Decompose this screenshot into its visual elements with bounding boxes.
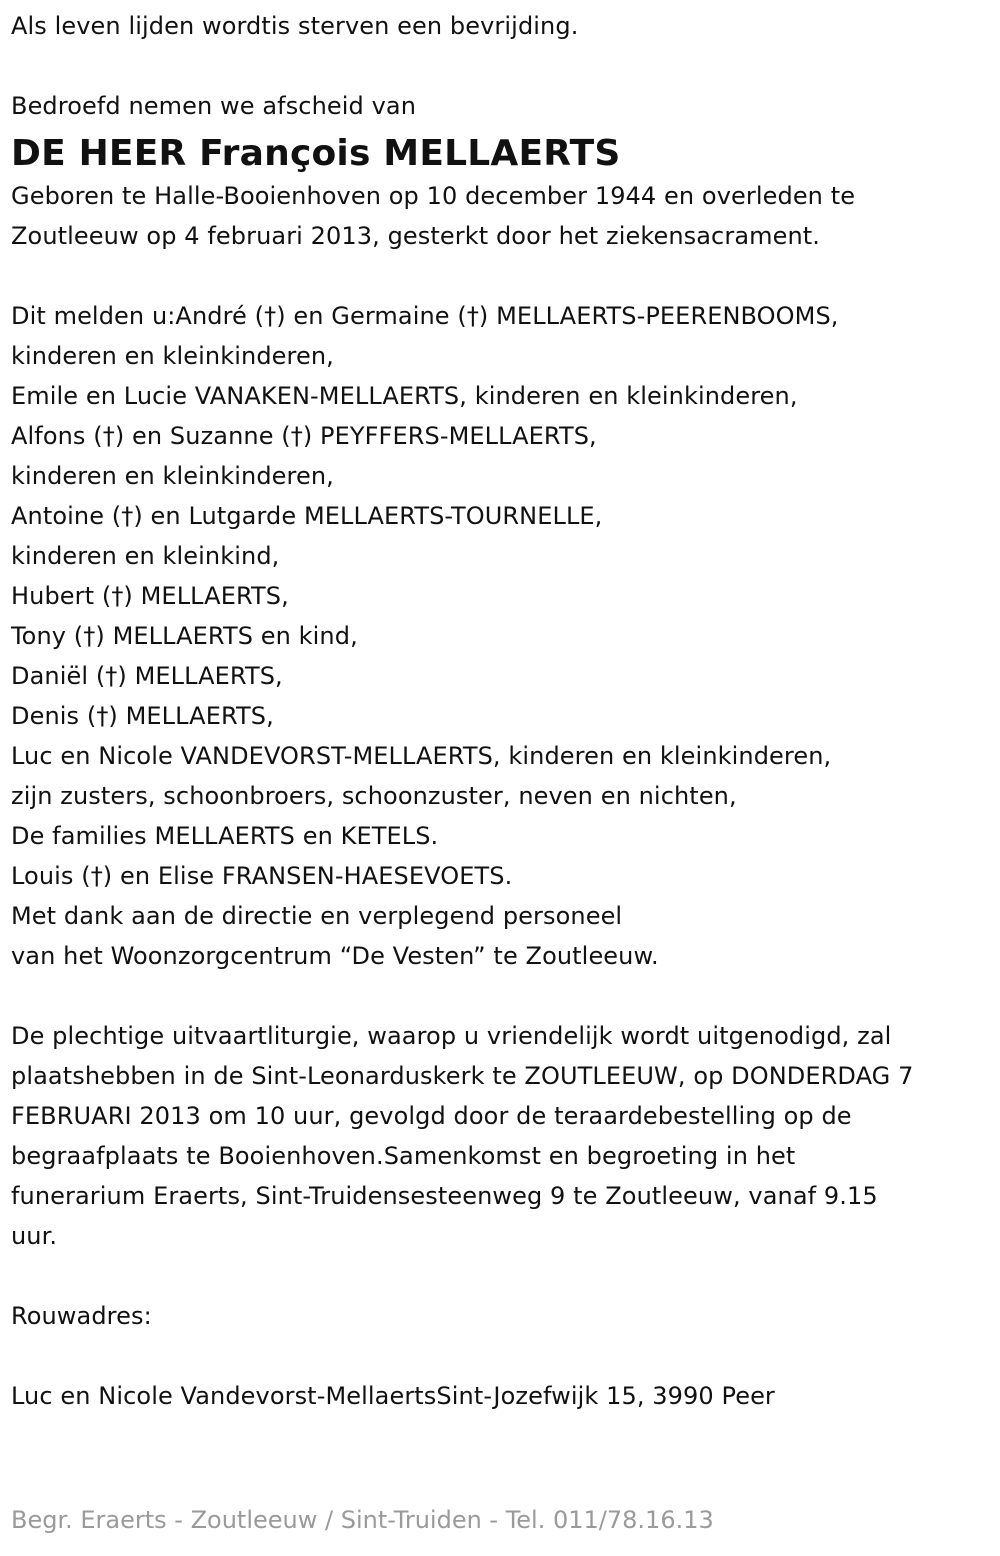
family-line: zijn zusters, schoonbroers, schoonzuster, neven en nichten, (11, 782, 737, 810)
family-line: Denis (†) MELLAERTS, (11, 702, 274, 730)
obituary-page (0, 6, 1000, 1556)
family-list (11, 296, 1000, 976)
address-label: Rouwadres: (11, 1302, 152, 1330)
ceremony-line: De plechtige uitvaartliturgie, waarop u vriendelijk wordt uitgenodigd, zal (11, 1022, 892, 1050)
ceremony-line: plaatshebben in de Sint-Leonarduskerk te ZOUTLEEUW, op DONDERDAG 7 (11, 1062, 914, 1090)
address-value: Luc en Nicole Vandevorst-MellaertsSint-Jozefwijk 15, 3990 Peer (11, 1382, 775, 1410)
birth-death-line: Zoutleeuw op 4 februari 2013, gesterkt door het ziekensacrament. (11, 222, 821, 250)
family-line: van het Woonzorgcentrum “De Vesten” te Zoutleeuw. (11, 942, 659, 970)
motto: Als leven lijden wordtis sterven een bevrijding. (11, 12, 579, 40)
spacer (11, 256, 1000, 296)
family-line: Tony (†) MELLAERTS en kind, (11, 622, 358, 650)
ceremony-paragraph (11, 1016, 1000, 1256)
family-line: kinderen en kleinkinderen, (11, 342, 334, 370)
family-line: Louis (†) en Elise FRANSEN-HAESEVOETS. (11, 862, 513, 890)
family-line: De families MELLAERTS en KETELS. (11, 822, 439, 850)
family-line: kinderen en kleinkind, (11, 542, 280, 570)
family-line: Dit melden u:André (†) en Germaine (†) MELLAERTS-PEERENBOOMS, (11, 302, 839, 330)
spacer (11, 46, 1000, 86)
deceased-name: DE HEER François MELLAERTS (11, 133, 621, 174)
spacer (11, 976, 1000, 1016)
funeral-home-footer: Begr. Eraerts - Zoutleeuw / Sint-Truiden - Tel. 011/78.16.13 (11, 1506, 714, 1534)
ceremony-line: FEBRUARI 2013 om 10 uur, gevolgd door de teraardebestelling op de (11, 1102, 852, 1130)
family-line: Luc en Nicole VANDEVORST-MELLAERTS, kinderen en kleinkinderen, (11, 742, 832, 770)
birth-death-line: Geboren te Halle-Booienhoven op 10 december 1944 en overleden te (11, 182, 856, 210)
family-line: Met dank aan de directie en verplegend personeel (11, 902, 623, 930)
family-line: Antoine (†) en Lutgarde MELLAERTS-TOURNELLE, (11, 502, 603, 530)
ceremony-line: funerarium Eraerts, Sint-Truidensesteenweg 9 te Zoutleeuw, vanaf 9.15 (11, 1182, 878, 1210)
ceremony-line: begraafplaats te Booienhoven.Samenkomst en begroeting in het (11, 1142, 796, 1170)
ceremony-line: uur. (11, 1222, 58, 1250)
spacer (11, 1336, 1000, 1376)
family-line: Hubert (†) MELLAERTS, (11, 582, 289, 610)
family-line: Daniël (†) MELLAERTS, (11, 662, 283, 690)
announcement: Bedroefd nemen we afscheid van (11, 92, 417, 120)
family-line: kinderen en kleinkinderen, (11, 462, 334, 490)
family-line: Alfons (†) en Suzanne (†) PEYFFERS-MELLAERTS, (11, 422, 597, 450)
family-line: Emile en Lucie VANAKEN-MELLAERTS, kinderen en kleinkinderen, (11, 382, 798, 410)
spacer (11, 1256, 1000, 1296)
